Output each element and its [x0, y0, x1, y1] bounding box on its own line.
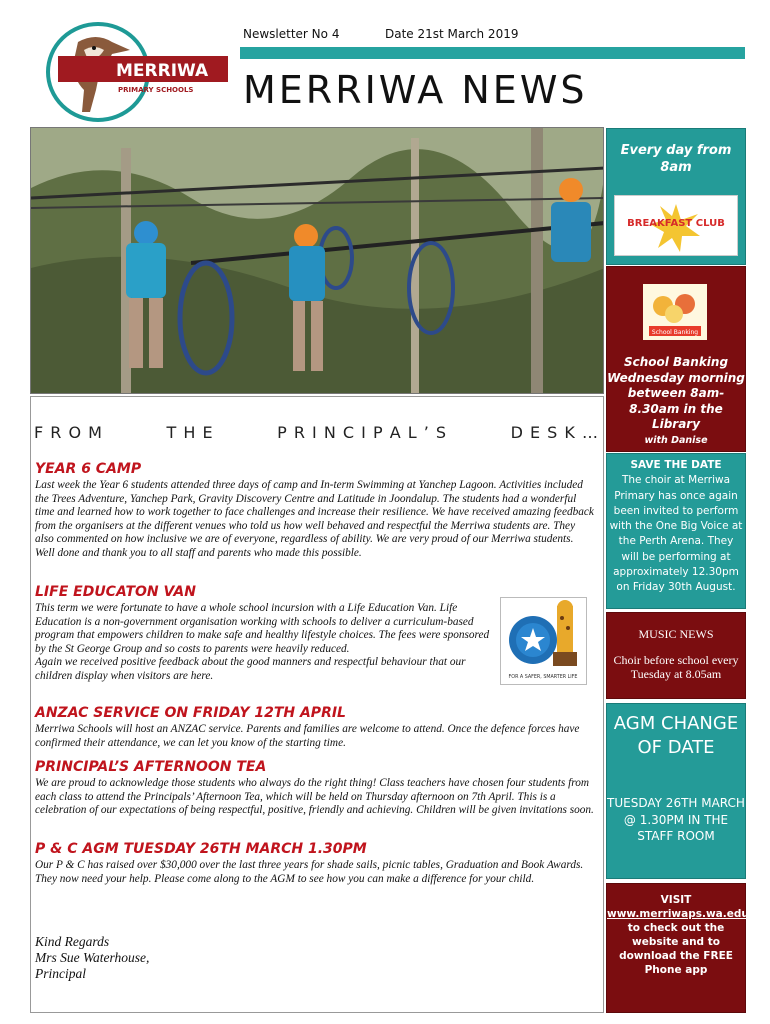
section-title: PRINCIPAL’S AFTERNOON TEA: [35, 759, 267, 775]
signoff-role: Principal: [35, 966, 86, 981]
signoff-name: Mrs Sue Waterhouse,: [35, 950, 150, 965]
life-logo-caption: FOR A SAFER, SMARTER LIFE: [508, 675, 578, 680]
save-the-date-content: [609, 458, 743, 596]
section-body: Our P & C has raised over $30,000 over the last three years for shade sails, picnic tables, Graduation and Book Awards. They now need your help. Please come along to the AGM to see how you can make a difference for your child.: [35, 859, 584, 885]
logo-subtitle: PRIMARY SCHOOLS: [118, 86, 194, 94]
bank-image-label: School Banking: [651, 329, 699, 336]
sidebar-breakfast-club: [606, 128, 746, 265]
agm-change-body: TUESDAY 26TH MARCH @ 1.30PM IN THE STAFF ROOM: [607, 796, 745, 843]
sidebar-visit-website: [606, 883, 768, 1013]
school-banking-image: [643, 284, 707, 340]
website-link[interactable]: www.merriwaps.wa.edu.au: [607, 908, 768, 920]
logo-title: MERRIWA: [116, 61, 209, 81]
desk-heading-word: F R O M: [34, 423, 103, 442]
section-title: YEAR 6 CAMP: [35, 461, 142, 477]
principal-desk-heading: [34, 423, 599, 442]
signoff: [35, 934, 149, 982]
visit-label: VISIT: [660, 894, 692, 906]
visit-details: to check out the website and to download the FREE Phone app: [619, 922, 733, 976]
masthead-title: MERRIWA NEWS: [243, 68, 588, 112]
section-body: Last week the Year 6 students attended three days of camp and In-term Swimming at Yanchep Lagoon. Activities included the Trees Adventure, Yanchep Park, Gravity Discovery Centre and Latitude in Joondalup. The students had a wonderful time and learned how to work together to face challenges and increase their resilience. We have received amazing feedback from the organisers at the different venues who told us how well behaved and respectful the Merriwa students are. They also commented on how inclusive we are of everyone, regardless of ability. We are very proud of our Merriwa students. Well done and thank you to all staff and parents who made this possible.: [35, 479, 594, 559]
sidebar-music-news: [606, 612, 746, 699]
bank-contact: with Danise: [644, 434, 708, 446]
camp-photo: [30, 127, 604, 394]
header-bar: [240, 47, 745, 59]
music-news-body: Choir before school every Tuesday at 8.05am: [613, 653, 739, 681]
every-day-text: Every day from 8am: [620, 143, 732, 175]
section-year6-camp: [35, 460, 595, 561]
desk-heading-word: D E S K …: [510, 423, 599, 442]
section-pc-agm: [35, 840, 595, 886]
school-banking-text: [607, 355, 745, 448]
newsletter-number: Newsletter No 4: [243, 27, 340, 41]
bank-details: School Banking Wednesday morning between 8am-8.30am in the Library: [607, 355, 745, 431]
section-body: Merriwa Schools will host an ANZAC service. Parents and families are welcome to attend. Once the defence forces have confirmed their attendance, we can let you know of the starting time.: [35, 723, 580, 749]
section-body: This term we were fortunate to have a whole school incursion with a Life Education Van. Life Education is a non-government organisation working with schools to deliver a curriculum-based program that empowers children to make safe and healthy lifestyle choices. The fees were sponsored by the St George Group and so costs to parents were heavily reduced.: [35, 602, 490, 655]
agm-change-title: AGM CHANGE OF DATE: [613, 713, 739, 758]
sidebar-agm-change: [606, 703, 746, 879]
section-afternoon-tea: [35, 758, 595, 818]
save-the-date-title: SAVE THE DATE: [630, 459, 722, 471]
section-body-extra: Again we received positive feedback about the good manners and respectful behaviour that our children display when visitors are here.: [35, 656, 466, 682]
sidebar-save-the-date: [606, 453, 746, 609]
music-news-title: MUSIC NEWS: [638, 627, 714, 641]
breakfast-label: BREAKFAST CLUB: [627, 218, 725, 229]
section-title: P & C AGM TUESDAY 26TH MARCH 1.30PM: [35, 841, 367, 857]
sidebar-school-banking: [606, 266, 746, 452]
breakfast-club-logo: [614, 195, 738, 256]
section-title: ANZAC SERVICE ON FRIDAY 12TH APRIL: [35, 705, 346, 721]
desk-heading-word: T H E: [166, 423, 214, 442]
section-life-education: [35, 583, 493, 684]
save-the-date-body: The choir at Merriwa Primary has once again been invited to perform with the One Big Voice at the Perth Arena. They will be performing at approximately 12.30pm on Friday 30th August.: [609, 474, 743, 594]
school-logo: [38, 20, 228, 125]
newsletter-date: Date 21st March 2019: [385, 27, 519, 41]
section-body: We are proud to acknowledge those students who always do the right thing! Class teachers have chosen four students from each class to attend the Principals’ Afternoon Tea, which will be held on Thursday afternoon on 7th April. This is a celebration of our expectations of being respectful, positive, friendly and achieving. Children will be given invitations soon.: [35, 777, 594, 817]
signoff-regards: Kind Regards: [35, 934, 110, 949]
section-anzac: [35, 704, 595, 750]
life-education-logo: [500, 597, 587, 685]
visit-content: [607, 893, 768, 977]
section-title: LIFE EDUCATON VAN: [35, 584, 196, 600]
desk-heading-word: P R I N C I P A L ’ S: [277, 423, 448, 442]
